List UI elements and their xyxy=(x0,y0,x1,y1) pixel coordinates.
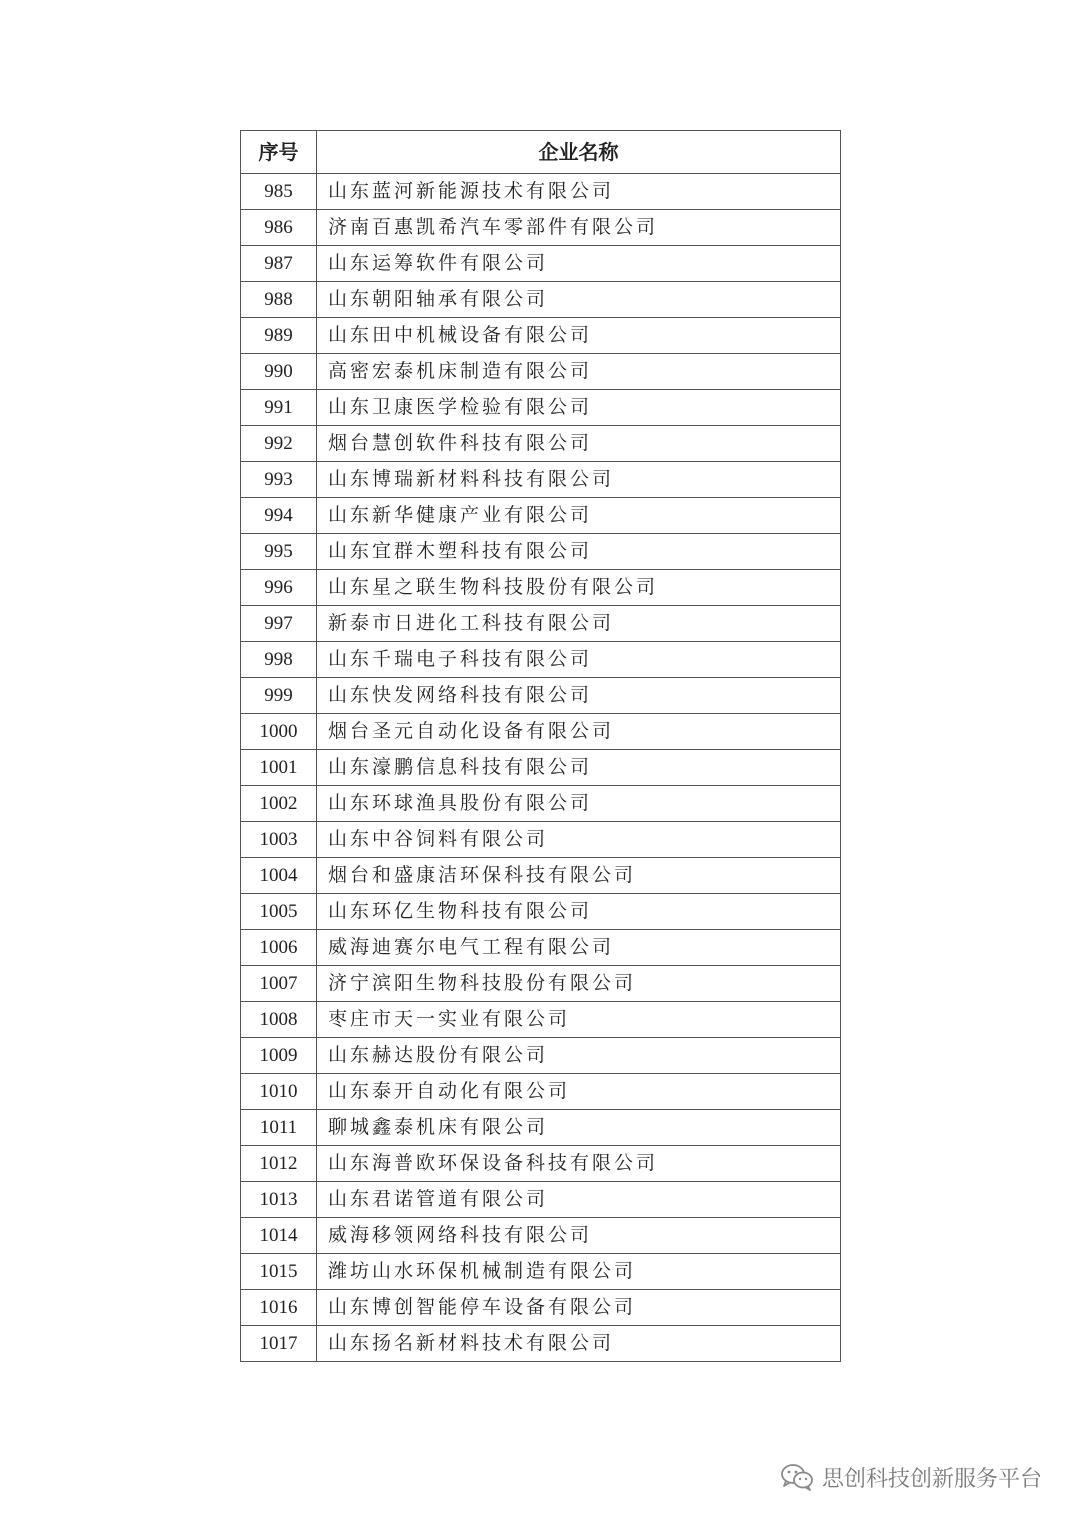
table-row xyxy=(241,174,841,210)
row-number: 996 xyxy=(241,570,317,606)
row-number: 1008 xyxy=(241,1002,317,1038)
table-row xyxy=(241,1038,841,1074)
row-number: 997 xyxy=(241,606,317,642)
table-row xyxy=(241,462,841,498)
row-number: 1000 xyxy=(241,714,317,750)
row-number: 986 xyxy=(241,210,317,246)
row-number: 1007 xyxy=(241,966,317,1002)
enterprise-name: 山东博瑞新材料科技有限公司 xyxy=(317,462,841,498)
enterprise-name: 山东环球渔具股份有限公司 xyxy=(317,786,841,822)
enterprise-name: 山东卫康医学检验有限公司 xyxy=(317,390,841,426)
enterprise-name: 山东朝阳轴承有限公司 xyxy=(317,282,841,318)
enterprise-name: 山东快发网络科技有限公司 xyxy=(317,678,841,714)
table-row xyxy=(241,714,841,750)
enterprise-table xyxy=(240,130,841,1362)
table-row xyxy=(241,390,841,426)
enterprise-name: 山东君诺管道有限公司 xyxy=(317,1182,841,1218)
table-row xyxy=(241,786,841,822)
enterprise-name: 山东运筹软件有限公司 xyxy=(317,246,841,282)
table-row xyxy=(241,678,841,714)
table-row xyxy=(241,606,841,642)
row-number: 1009 xyxy=(241,1038,317,1074)
table-row xyxy=(241,570,841,606)
row-number: 995 xyxy=(241,534,317,570)
enterprise-name: 威海移领网络科技有限公司 xyxy=(317,1218,841,1254)
row-number: 992 xyxy=(241,426,317,462)
enterprise-name: 山东宜群木塑科技有限公司 xyxy=(317,534,841,570)
table-row xyxy=(241,426,841,462)
watermark xyxy=(780,1461,1042,1493)
enterprise-name: 山东千瑞电子科技有限公司 xyxy=(317,642,841,678)
row-number: 1001 xyxy=(241,750,317,786)
row-number: 985 xyxy=(241,174,317,210)
table-row xyxy=(241,1110,841,1146)
table-row xyxy=(241,1074,841,1110)
enterprise-name: 新泰市日进化工科技有限公司 xyxy=(317,606,841,642)
header-name: 企业名称 xyxy=(317,131,841,174)
row-number: 989 xyxy=(241,318,317,354)
enterprise-name: 山东蓝河新能源技术有限公司 xyxy=(317,174,841,210)
table-row xyxy=(241,498,841,534)
row-number: 1005 xyxy=(241,894,317,930)
table-row xyxy=(241,282,841,318)
row-number: 1014 xyxy=(241,1218,317,1254)
row-number: 1003 xyxy=(241,822,317,858)
enterprise-name: 山东泰开自动化有限公司 xyxy=(317,1074,841,1110)
row-number: 998 xyxy=(241,642,317,678)
row-number: 1017 xyxy=(241,1326,317,1362)
enterprise-name: 山东博创智能停车设备有限公司 xyxy=(317,1290,841,1326)
row-number: 991 xyxy=(241,390,317,426)
table-row xyxy=(241,822,841,858)
row-number: 993 xyxy=(241,462,317,498)
row-number: 990 xyxy=(241,354,317,390)
enterprise-name: 烟台圣元自动化设备有限公司 xyxy=(317,714,841,750)
table-row xyxy=(241,318,841,354)
table-row xyxy=(241,210,841,246)
table-row xyxy=(241,1146,841,1182)
table-row xyxy=(241,1218,841,1254)
header-number: 序号 xyxy=(241,131,317,174)
table-row xyxy=(241,534,841,570)
table-row xyxy=(241,750,841,786)
wechat-icon xyxy=(780,1463,814,1491)
enterprise-name: 威海迪赛尔电气工程有限公司 xyxy=(317,930,841,966)
table-row xyxy=(241,930,841,966)
table-row xyxy=(241,1182,841,1218)
row-number: 1011 xyxy=(241,1110,317,1146)
row-number: 987 xyxy=(241,246,317,282)
table-body xyxy=(241,174,841,1362)
row-number: 1004 xyxy=(241,858,317,894)
table-row xyxy=(241,966,841,1002)
table-row xyxy=(241,858,841,894)
table-row xyxy=(241,1290,841,1326)
row-number: 1012 xyxy=(241,1146,317,1182)
enterprise-table-container xyxy=(240,130,840,1362)
row-number: 988 xyxy=(241,282,317,318)
enterprise-name: 济宁滨阳生物科技股份有限公司 xyxy=(317,966,841,1002)
row-number: 994 xyxy=(241,498,317,534)
table-header-row xyxy=(241,131,841,174)
enterprise-name: 山东中谷饲料有限公司 xyxy=(317,822,841,858)
row-number: 1006 xyxy=(241,930,317,966)
row-number: 999 xyxy=(241,678,317,714)
table-row xyxy=(241,1326,841,1362)
row-number: 1010 xyxy=(241,1074,317,1110)
row-number: 1015 xyxy=(241,1254,317,1290)
row-number: 1002 xyxy=(241,786,317,822)
enterprise-name: 山东田中机械设备有限公司 xyxy=(317,318,841,354)
table-row xyxy=(241,642,841,678)
enterprise-name: 山东濠鹏信息科技有限公司 xyxy=(317,750,841,786)
enterprise-name: 烟台和盛康洁环保科技有限公司 xyxy=(317,858,841,894)
table-row xyxy=(241,246,841,282)
enterprise-name: 山东新华健康产业有限公司 xyxy=(317,498,841,534)
enterprise-name: 山东扬名新材料技术有限公司 xyxy=(317,1326,841,1362)
enterprise-name: 烟台慧创软件科技有限公司 xyxy=(317,426,841,462)
enterprise-name: 潍坊山水环保机械制造有限公司 xyxy=(317,1254,841,1290)
enterprise-name: 高密宏泰机床制造有限公司 xyxy=(317,354,841,390)
enterprise-name: 山东星之联生物科技股份有限公司 xyxy=(317,570,841,606)
table-row xyxy=(241,1002,841,1038)
enterprise-name: 枣庄市天一实业有限公司 xyxy=(317,1002,841,1038)
enterprise-name: 聊城鑫泰机床有限公司 xyxy=(317,1110,841,1146)
table-row xyxy=(241,894,841,930)
table-row xyxy=(241,354,841,390)
row-number: 1013 xyxy=(241,1182,317,1218)
enterprise-name: 山东海普欧环保设备科技有限公司 xyxy=(317,1146,841,1182)
enterprise-name: 山东赫达股份有限公司 xyxy=(317,1038,841,1074)
row-number: 1016 xyxy=(241,1290,317,1326)
watermark-text: 思创科技创新服务平台 xyxy=(821,1466,1042,1492)
enterprise-name: 济南百惠凯希汽车零部件有限公司 xyxy=(317,210,841,246)
enterprise-name: 山东环亿生物科技有限公司 xyxy=(317,894,841,930)
table-row xyxy=(241,1254,841,1290)
